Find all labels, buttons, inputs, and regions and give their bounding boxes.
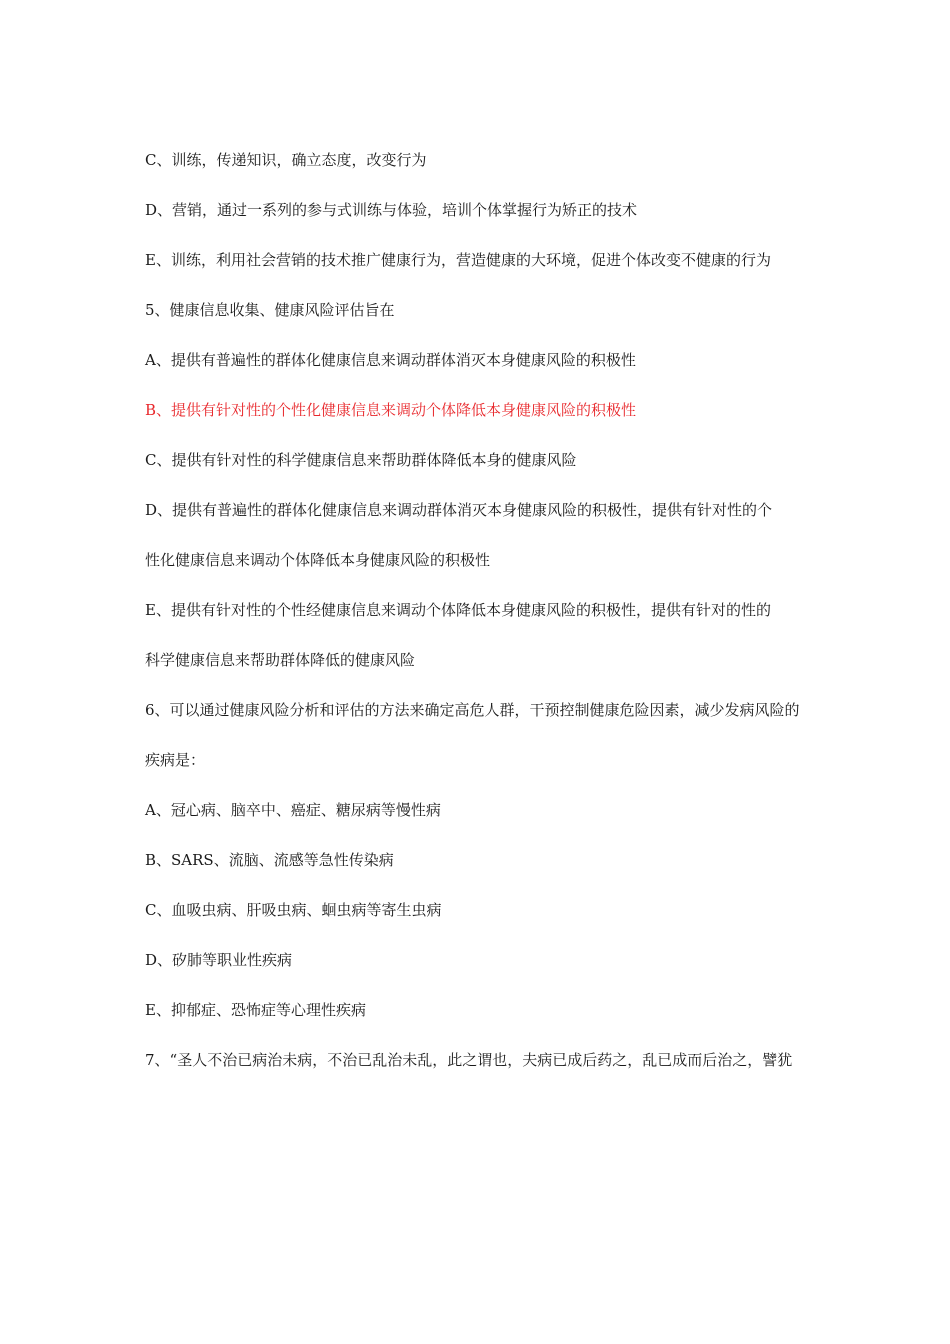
option-c-training: C、训练，传递知识，确立态度，改变行为 xyxy=(145,151,427,169)
q5-option-e-continued: 科学健康信息来帮助群体降低的健康风险 xyxy=(145,651,416,669)
q6-option-e: E、抑郁症、恐怖症等心理性疾病 xyxy=(145,1001,366,1019)
q5-option-c: C、提供有针对性的科学健康信息来帮助群体降低本身的健康风险 xyxy=(145,451,577,469)
question-6: 6、可以通过健康风险分析和评估的方法来确定高危人群，干预控制健康危险因素，减少发病风险的 xyxy=(145,701,800,719)
q5-option-b-answer: B、提供有针对性的个性化健康信息来调动个体降低本身健康风险的积极性 xyxy=(145,401,637,419)
question-7: 7、“圣人不治已病治未病，不治已乱治未乱，此之谓也，夫病已成后药之，乱已成而后治之，譬犹 xyxy=(145,1051,793,1069)
q6-option-c: C、血吸虫病、肝吸虫病、蛔虫病等寄生虫病 xyxy=(145,901,442,919)
option-e-training: E、训练，利用社会营销的技术推广健康行为，营造健康的大环境，促进个体改变不健康的行为 xyxy=(145,251,771,269)
question-6-continued: 疾病是： xyxy=(145,751,206,769)
option-d-marketing: D、营销，通过一系列的参与式训练与体验，培训个体掌握行为矫正的技术 xyxy=(145,201,638,219)
q6-option-a: A、冠心病、脑卒中、癌症、糖尿病等慢性病 xyxy=(145,801,441,819)
q5-option-d-continued: 性化健康信息来调动个体降低本身健康风险的积极性 xyxy=(145,551,491,569)
q6-option-d: D、矽肺等职业性疾病 xyxy=(145,951,293,969)
document-page xyxy=(145,148,813,1098)
question-5: 5、健康信息收集、健康风险评估旨在 xyxy=(145,301,395,319)
q5-option-e: E、提供有针对性的个性经健康信息来调动个体降低本身健康风险的积极性，提供有针对的性的 xyxy=(145,601,771,619)
q5-option-a: A、提供有普遍性的群体化健康信息来调动群体消灭本身健康风险的积极性 xyxy=(145,351,636,369)
q5-option-d: D、提供有普遍性的群体化健康信息来调动群体消灭本身健康风险的积极性，提供有针对性的个 xyxy=(145,501,773,519)
q6-option-b: B、SARS、流脑、流感等急性传染病 xyxy=(145,851,394,869)
